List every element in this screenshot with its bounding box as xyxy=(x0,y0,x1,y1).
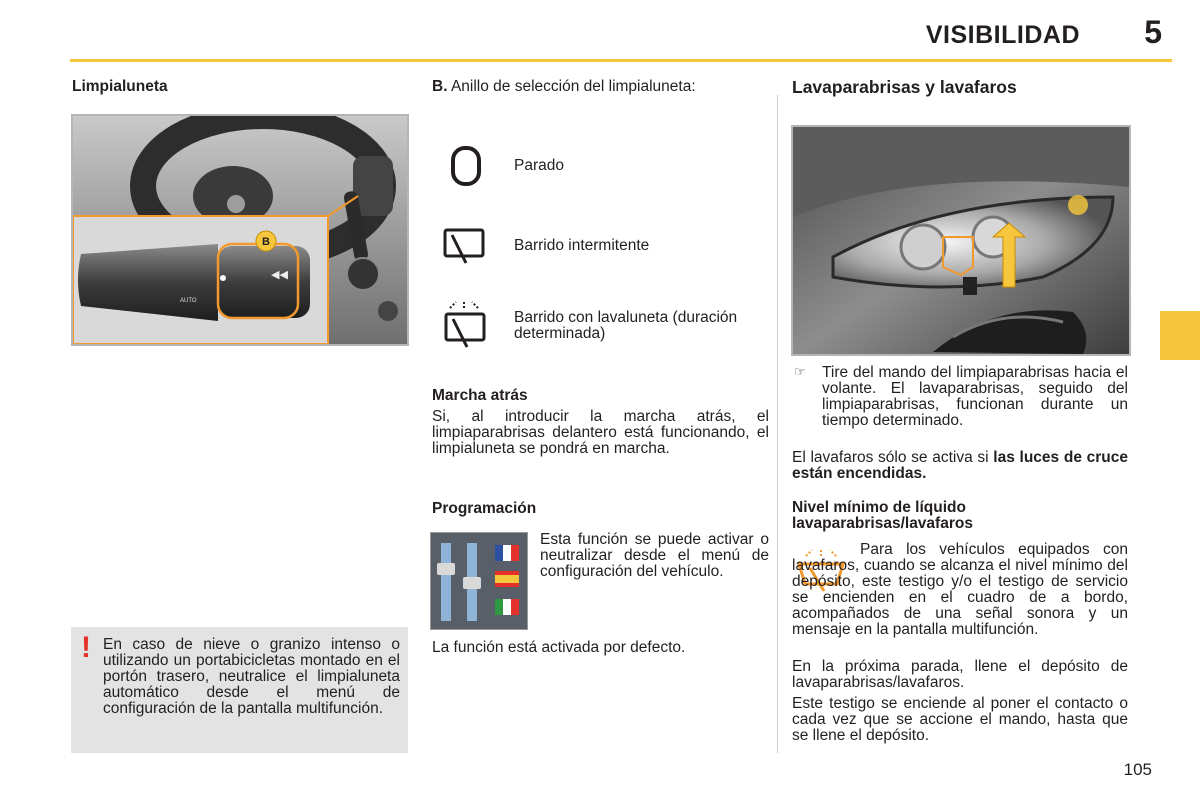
option-wash: Barrido con lavaluneta (duración determinada) xyxy=(514,309,738,342)
warning-icon: ! xyxy=(81,631,91,664)
warning-box xyxy=(71,627,408,753)
ring-intro-text: Anillo de selección del limpialuneta: xyxy=(450,78,696,95)
reverse-text: Si, al introducir la marcha atrás, el limpiaparabrisas delantero está funcionando, el limpialuneta se pondrá en marcha. xyxy=(432,408,769,457)
wiper-stalk-illustration xyxy=(71,114,409,346)
chapter-number: 5 xyxy=(1144,14,1162,50)
reverse-heading: Marcha atrás xyxy=(432,387,528,404)
programming-text: Esta función se puede activar o neutralizar desde el menú de configuración del vehículo. xyxy=(540,531,769,580)
chapter-title: VISIBILIDAD xyxy=(925,21,1080,49)
svg-text:◀◀: ◀◀ xyxy=(271,269,288,281)
default-text: La función está activada por defecto. xyxy=(432,639,686,656)
headlamp-washer-illustration xyxy=(791,125,1131,356)
column-divider xyxy=(777,95,778,753)
config-menu-icon xyxy=(430,532,528,630)
washer-instruction: Tire del mando del limpiaparabrisas hacia el volante. El lavaparabrisas, seguido del limpiaparabrisas, funcionan durante un tiempo determinado. xyxy=(822,364,1128,429)
chapter-tab xyxy=(1160,311,1200,360)
wash-wipe-icon xyxy=(442,300,488,350)
level-heading: Nivel mínimo de líquido lavaparabrisas/lavafaros xyxy=(792,499,973,532)
level-text: Para los vehículos equipados con lavafaros, cuando se alcanza el nivel mínimo del depósito, este testigo y/o el testigo de servicio se encienden en el cuadro de a bordo, acompañados de una señal sonora y un mensaje en la pantalla multifunción. xyxy=(792,541,1128,638)
intermittent-wipe-icon xyxy=(442,222,486,266)
ring-intro-label: B. xyxy=(432,78,448,95)
pointing-hand-icon: ☞ xyxy=(794,364,806,379)
ring-intro xyxy=(432,79,772,95)
headlamp-note-bold: las luces de cruce están encendidas. xyxy=(792,449,1128,482)
refill-text: En la próxima parada, llene el depósito de lavaparabrisas/lavafaros. xyxy=(792,658,1128,691)
warning-text: En caso de nieve o granizo intenso o utilizando un portabicicletas montado en el portón trasero, neutralice el limpialuneta automático desde el menú de configuración de la pantalla multifunción. xyxy=(103,636,400,717)
option-intermittent: Barrido intermitente xyxy=(514,237,650,254)
headlamp-note-text: El lavafaros sólo se activa si xyxy=(792,449,994,466)
headlamp-note xyxy=(792,450,1128,482)
auto-label: AUTO xyxy=(180,298,197,304)
stop-symbol-icon xyxy=(444,144,488,188)
page-number: 105 xyxy=(1123,760,1152,779)
callout-b: B xyxy=(262,236,270,248)
header-rule xyxy=(70,59,1172,62)
option-stop: Parado xyxy=(514,157,564,174)
section-heading-limpialuneta: Limpialuneta xyxy=(72,78,168,95)
lamp-text: Este testigo se enciende al poner el contacto o cada vez que se accione el mando, hasta que se llene el depósito. xyxy=(792,695,1128,744)
washer-heading: Lavaparabrisas y lavafaros xyxy=(792,77,1017,97)
programming-heading: Programación xyxy=(432,500,537,517)
